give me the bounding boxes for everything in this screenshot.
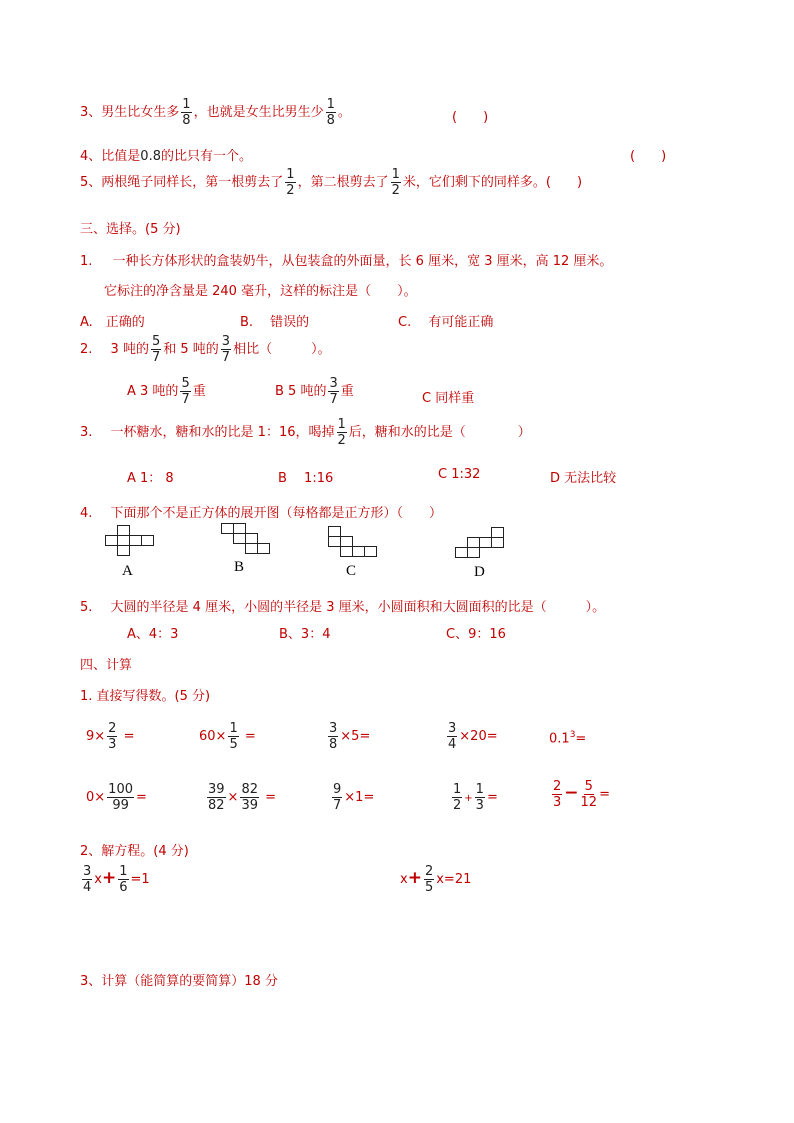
expr-text: =	[119, 729, 135, 744]
judge-q4	[80, 145, 252, 164]
fraction	[452, 783, 462, 812]
denominator: 2	[286, 183, 295, 198]
q-number: 3、	[80, 105, 102, 120]
q-text: 相比（ ）。	[233, 342, 331, 357]
net-b-figure[interactable]	[221, 523, 271, 558]
q-text: 下面那个不是正方体的展开图（每格都是正方形）（ ）	[110, 506, 443, 521]
fraction	[326, 98, 336, 127]
net-label-b: B	[234, 559, 245, 575]
denominator: 6	[119, 880, 128, 895]
net-d-figure[interactable]	[455, 527, 505, 562]
calc-item	[550, 780, 610, 809]
mc-q4	[80, 502, 442, 521]
expr-text: =	[136, 790, 147, 805]
answer-paren[interactable]: ( )	[630, 149, 667, 164]
q-number: 5、	[80, 175, 102, 190]
numerator: 3	[329, 376, 338, 391]
option-text: 重	[340, 384, 354, 399]
numerator: 1	[182, 97, 191, 112]
denominator: 2	[391, 183, 400, 198]
expr-text: =	[261, 790, 277, 805]
expr-text: =	[240, 729, 256, 744]
q-text: 一种长方体形状的盒装奶牛，从包装盒的外面量，长 6 厘米，宽 3 厘米，高 12 厘米。	[112, 254, 613, 269]
q-text: 3 吨的	[110, 342, 149, 357]
section-title: 四、计算	[80, 658, 133, 673]
calc-item	[199, 722, 256, 751]
operator: +	[101, 868, 117, 888]
option-c[interactable]: C、9：16	[446, 627, 506, 642]
expr-text: ×20=	[459, 729, 498, 744]
fraction	[151, 335, 161, 364]
numerator: 1	[326, 97, 335, 112]
calc-item	[86, 722, 134, 751]
denominator: 7	[221, 350, 231, 365]
denominator: 4	[83, 880, 92, 895]
numerator: 82	[241, 782, 258, 797]
calc-item	[86, 783, 147, 812]
denominator: 82	[208, 798, 225, 813]
operator: +	[407, 868, 422, 888]
q-number: 4、	[80, 149, 102, 164]
option-a[interactable]	[127, 377, 206, 406]
calc-item	[326, 722, 370, 751]
expr-text: ×5=	[340, 729, 371, 744]
denominator: 39	[241, 798, 258, 813]
numerator: 1	[119, 864, 128, 879]
calc-item	[205, 783, 276, 812]
numerator: 3	[448, 721, 457, 736]
q-text: ，第二根剪去了	[297, 175, 389, 190]
q-number: 4.	[80, 506, 93, 521]
option-c[interactable]: C 1:32	[438, 467, 481, 482]
denominator: 7	[333, 798, 342, 813]
q-number: 5.	[80, 600, 93, 615]
fraction	[391, 168, 401, 197]
numerator: 5	[181, 376, 190, 391]
option-a[interactable]: A、4：3	[127, 627, 179, 642]
mc-q1-line2: 它标注的净含量是 240 毫升，这样的标注是（ ）。	[104, 284, 417, 299]
q-text: 男生比女生多	[101, 105, 180, 120]
subsection-title: 3、计算（能简算的要简算）18 分	[80, 974, 278, 989]
variable: x	[400, 872, 408, 887]
fraction	[552, 780, 562, 809]
denominator: 8	[326, 113, 335, 128]
option-c[interactable]: C. 有可能正确	[398, 315, 494, 330]
numerator: 9	[333, 782, 342, 797]
q-number: 2.	[80, 342, 93, 357]
option-text: B 5 吨的	[275, 384, 327, 399]
numerator: 39	[208, 782, 225, 797]
expr-text: 0×	[86, 790, 106, 805]
mc-q2	[80, 335, 331, 364]
q-text: 两根绳子同样长，第一根剪去了	[101, 175, 284, 190]
expr-text: 0.1	[549, 731, 570, 747]
expr-text: 9×	[86, 729, 106, 744]
numerator: 1	[453, 782, 462, 797]
denominator: 8	[182, 113, 191, 128]
denominator: 2	[453, 798, 462, 813]
q-text: 比值是	[101, 149, 141, 164]
fraction	[221, 335, 231, 364]
equation-1	[80, 865, 150, 894]
calc-item	[330, 783, 374, 812]
denominator: 99	[112, 798, 129, 813]
fraction	[240, 783, 259, 812]
fraction	[181, 98, 191, 127]
q-text: ，也就是女生比男生少	[193, 105, 324, 120]
fraction	[328, 722, 338, 751]
numerator: 3	[221, 334, 231, 349]
mc-q5	[80, 596, 605, 615]
exponent: 3	[569, 730, 576, 740]
calc-item	[445, 722, 498, 751]
option-a[interactable]: A. 正确的	[80, 315, 145, 330]
fraction	[581, 780, 598, 809]
denominator: 2	[337, 433, 346, 448]
fraction	[328, 377, 338, 406]
numerator: 3	[329, 721, 338, 736]
q-text: 后，糖和水的比是（ ）	[348, 425, 531, 440]
denominator: 3	[108, 737, 117, 752]
net-c-figure[interactable]	[328, 526, 378, 561]
expr-text: x=21	[436, 872, 472, 887]
option-b[interactable]: B、3：4	[279, 627, 331, 642]
numerator: 2	[108, 721, 117, 736]
denominator: 7	[329, 392, 338, 407]
numerator: 1	[337, 417, 346, 432]
net-label-d: D	[474, 564, 485, 580]
numerator: 1	[475, 782, 484, 797]
q-text: 米，它们剩下的同样多。( )	[402, 175, 583, 190]
fraction	[337, 418, 347, 447]
operator: +	[464, 793, 473, 804]
q-text: 的比只有一个。	[160, 149, 252, 164]
fraction	[207, 783, 226, 812]
option-c[interactable]: C 同样重	[422, 391, 475, 406]
variable: x	[94, 872, 102, 887]
denominator: 3	[553, 795, 562, 810]
q-number: 1.	[80, 254, 93, 269]
calc-item	[549, 730, 586, 746]
q-text: 一杯糖水，糖和水的比是 1：16，喝掉	[110, 425, 335, 440]
numerator: 1	[391, 167, 400, 182]
mc-q3	[80, 418, 531, 447]
fraction	[107, 783, 134, 812]
fraction	[82, 865, 92, 894]
option-b[interactable]	[275, 377, 354, 406]
expr-text: =	[486, 790, 498, 805]
subsection-title: 1. 直接写得数。(5 分)	[80, 689, 211, 704]
expr-text: 60×	[199, 729, 227, 744]
option-b[interactable]: B. 错误的	[240, 315, 310, 330]
fraction	[118, 865, 128, 894]
mc-q1	[80, 250, 612, 269]
option-text: A 3 吨的	[127, 384, 179, 399]
fraction	[180, 377, 190, 406]
denominator: 7	[181, 392, 190, 407]
denominator: 5	[424, 880, 434, 895]
numerator: 2	[424, 864, 434, 879]
option-b[interactable]: B 1:16	[278, 471, 334, 486]
fraction	[228, 722, 238, 751]
expr-text: =	[575, 731, 587, 747]
numerator: 1	[286, 167, 295, 182]
q-text: 和 5 吨的	[163, 342, 219, 357]
numerator: 100	[108, 782, 133, 797]
denominator: 7	[151, 350, 161, 365]
numerator: 1	[229, 721, 238, 736]
expr-text: =1	[130, 872, 150, 887]
judge-q3	[80, 98, 351, 127]
net-label-a: A	[122, 563, 133, 579]
net-a-figure[interactable]	[105, 525, 155, 560]
fraction	[447, 722, 457, 751]
subsection-title: 2、解方程。(4 分)	[80, 844, 189, 859]
numerator: 2	[553, 779, 562, 794]
expr-text: =	[599, 787, 610, 802]
q-value: 0.8	[140, 149, 161, 164]
operator: −	[564, 783, 579, 803]
numerator: 5	[584, 779, 593, 794]
calc-item	[450, 783, 498, 812]
numerator: 5	[151, 334, 161, 349]
fraction	[107, 722, 117, 751]
q-number: 3.	[80, 425, 93, 440]
fraction	[424, 865, 434, 894]
option-a[interactable]: A 1： 8	[127, 471, 174, 486]
fraction	[285, 168, 295, 197]
q-text: 大圆的半径是 4 厘米，小圆的半径是 3 厘米，小圆面积和大圆面积的比是（ ）。	[110, 600, 606, 615]
judge-q5	[80, 168, 582, 197]
denominator: 12	[580, 795, 598, 810]
q-text: 。	[337, 105, 351, 120]
fraction	[475, 783, 485, 812]
equation-2	[400, 865, 471, 894]
answer-paren[interactable]: ( )	[452, 110, 489, 125]
fraction	[332, 783, 342, 812]
denominator: 8	[329, 737, 338, 752]
option-d[interactable]: D 无法比较	[550, 471, 617, 486]
numerator: 3	[83, 864, 92, 879]
operator: ×1=	[344, 790, 375, 805]
net-label-c: C	[346, 563, 357, 579]
option-text: 重	[192, 384, 206, 399]
section-title: 三、选择。(5 分)	[80, 222, 181, 237]
denominator: 4	[448, 737, 457, 752]
operator: ×	[227, 790, 239, 805]
denominator: 5	[229, 737, 238, 752]
denominator: 3	[475, 798, 484, 813]
